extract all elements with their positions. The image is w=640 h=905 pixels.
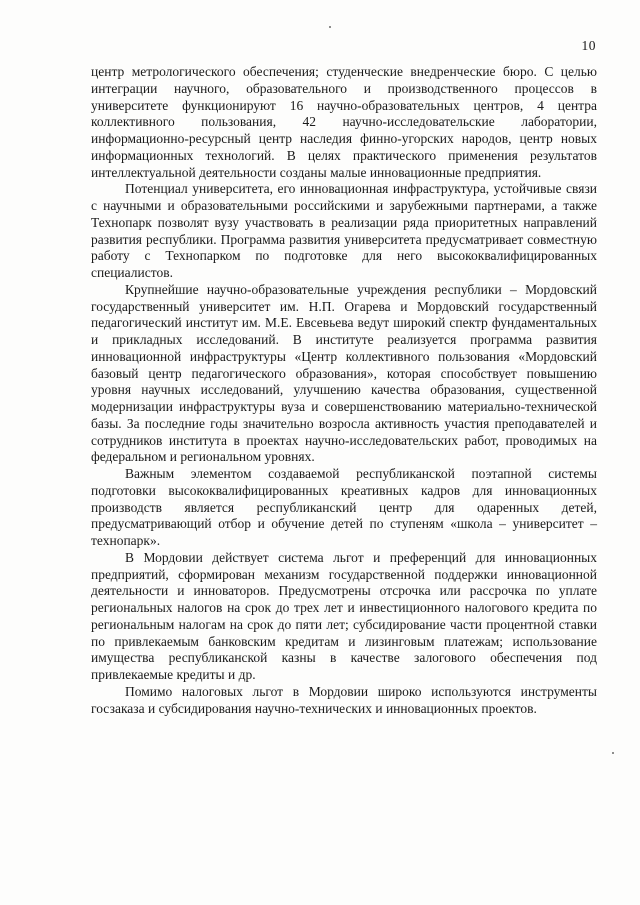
paragraph-university-potential: Потенциал университета, его инновационная инфраструктура, устойчивые связи с научными и образовательными российскими и зарубежными партнерами, а также Технопарк позволят вузу участвовать в реализации ряда приоритетных направлений развития республики. Программа развития университета предусматривает совместную работу с Технопарком по подготовке для него высококвалифицированных специалистов.: [91, 181, 597, 280]
scan-speck: [329, 26, 331, 28]
scan-speck: [612, 752, 614, 754]
paragraph-leading-institutions: Крупнейшие научно-образовательные учреждения республики – Мордовский государственный университет им. Н.П. Огарева и Мордовский государственный педагогический институт им. М.Е. Евсевьева ведут широкий спектр фундаментальных и прикладных исследований. В институте реализуется программа развития инновационной инфраструктуры «Центр коллективного пользования «Мордовский базовый центр педагогического образования», которая способствует повышению уровня научных исследований, улучшению качества образования, существенной модернизации инфраструктуры вуза и совершенствованию материально-технической базы. За последние годы значительно возросла активность участия преподавателей и сотрудников института в проектах научно-исследовательских работ, проводимых на федеральном и региональном уровнях.: [91, 281, 597, 465]
paragraph-state-order-tools: Помимо налоговых льгот в Мордовии широко используются инструменты госзаказа и субсидирования научно-технических и инновационных проектов.: [91, 683, 597, 716]
paragraph-gifted-children-center: Важным элементом создаваемой республиканской поэтапной системы подготовки высококвалифицированных креативных кадров для инновационных производств является республиканский центр для одаренных детей, предусматривающий отбор и обучение детей по ступеням «школа – университет – технопарк».: [91, 466, 597, 548]
document-body: [91, 64, 597, 717]
page-number: 10: [581, 38, 596, 53]
paragraph-innovation-infrastructure: центр метрологического обеспечения; студенческие внедренческие бюро. С целью интеграции научного, образовательного и производственного процессов в университете функционируют 16 научно-образовательных центров, 4 центра коллективного пользования, 42 научно-исследовательские лаборатории, информационно-ресурсный центр наследия финно-угорских народов, центр новых информационных технологий. В целях практического применения результатов интеллектуальной деятельности созданы малые инновационные предприятия.: [91, 64, 597, 180]
paragraph-tax-benefits: В Мордовии действует система льгот и преференций для инновационных предприятий, сформирован механизм государственной поддержки инновационной деятельности и инноваторов. Предусмотрены отсрочка или рассрочка по уплате региональных налогов на срок до трех лет и инвестиционного налогового кредита по региональным налогам на срок до пяти лет; субсидирование части процентной ставки по привлекаемым банковским кредитам и лизинговым платежам; использование имущества республиканской казны в качестве залогового обеспечения под привлекаемые кредиты и др.: [91, 549, 597, 682]
